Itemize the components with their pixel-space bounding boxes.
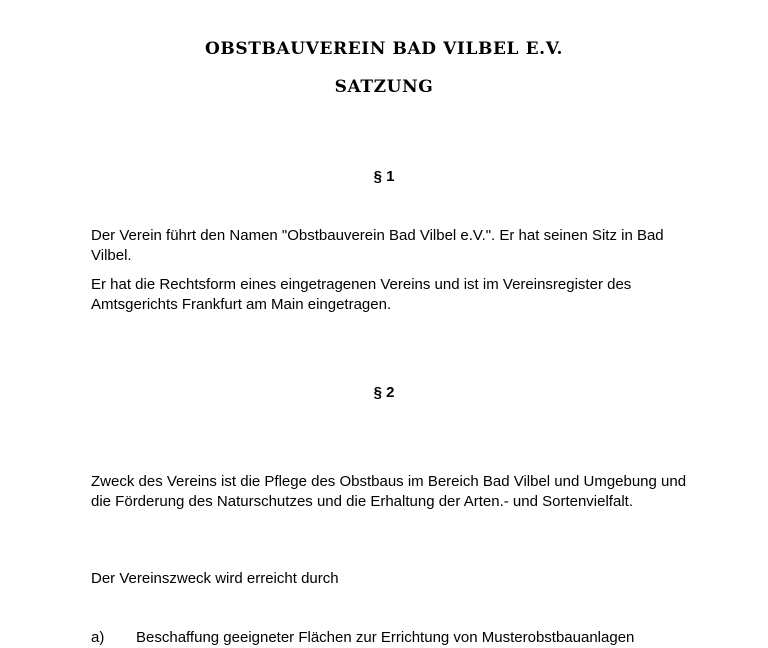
- section-1-heading: § 1: [373, 168, 395, 185]
- document-subtitle: SATZUNG: [334, 77, 434, 97]
- section-2-paragraph-1: Zweck des Vereins ist die Pflege des Obstbaus im Bereich Bad Vilbel und Umgebung und die Förderung des Naturschutzes und die Erhaltung der Arten.- und Sortenvielfalt.: [91, 473, 687, 510]
- list-item-text: Beschaffung geeigneter Flächen zur Errichtung von Musterobstbauanlagen: [136, 629, 635, 646]
- section-1-paragraph-1: Der Verein führt den Namen "Obstbauverein Bad Vilbel e.V.". Er hat seinen Sitz in Bad Vilbel.: [91, 227, 664, 264]
- list-item: [91, 628, 711, 648]
- document-title: OBSTBAUVEREIN BAD VILBEL E.V.: [204, 39, 564, 59]
- section-2-heading: § 2: [373, 384, 395, 401]
- section-2-paragraph-2: Der Vereinszweck wird erreicht durch: [91, 570, 339, 587]
- section-1-paragraph-2: Er hat die Rechtsform eines eingetragenen Vereins und ist im Vereinsregister des Amtsgerichts Frankfurt am Main eingetragen.: [91, 276, 632, 313]
- list-item-marker: a): [91, 629, 105, 646]
